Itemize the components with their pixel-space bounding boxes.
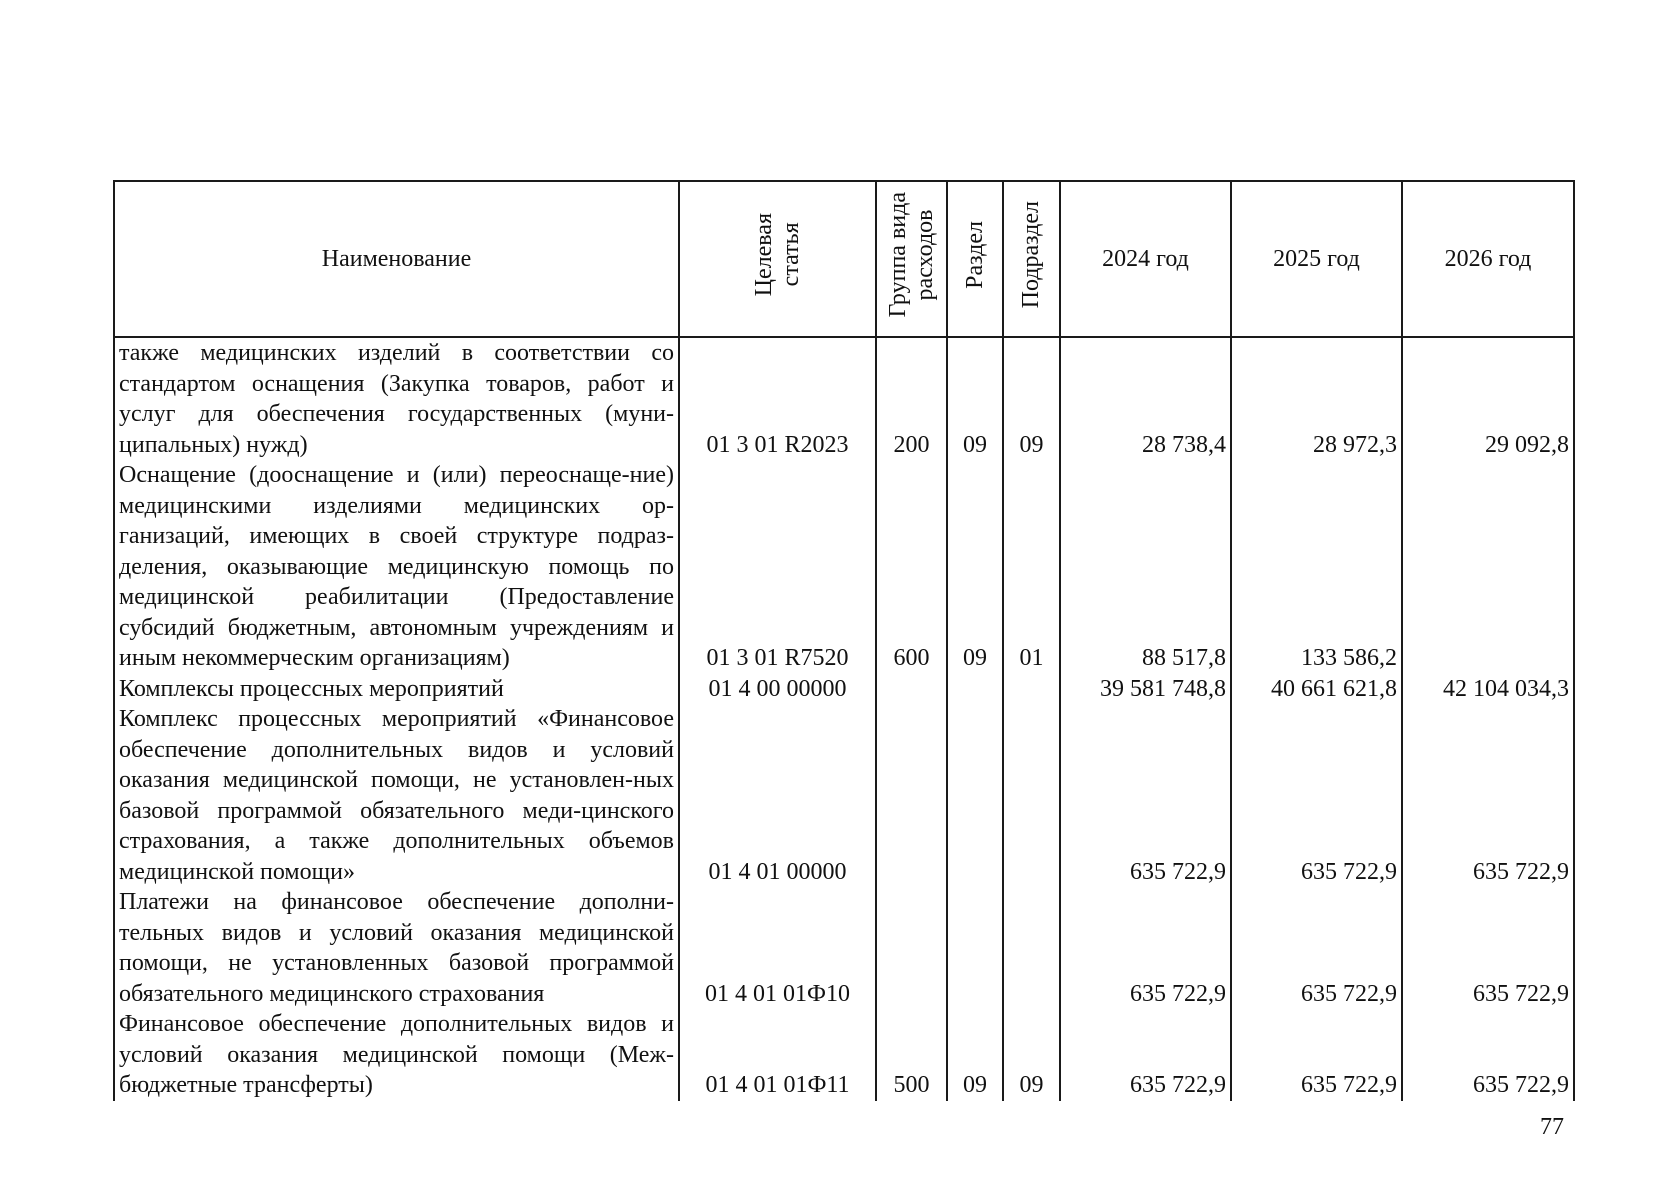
budget-table (113, 180, 1575, 1101)
row-value-2025: 40 661 621,8 (1231, 674, 1402, 705)
row-value-2024: 635 722,9 (1060, 1009, 1231, 1101)
row-section: 09 (947, 460, 1003, 674)
row-code: 01 4 01 01Ф11 (679, 1009, 876, 1101)
row-name: Платежи на финансовое обеспечение дополни-тельных видов и условий оказания медицинской помощи, не установленных базовой программой обязательного медицинского страхования (114, 887, 679, 1009)
row-value-2025: 635 722,9 (1231, 1009, 1402, 1101)
row-value-2025: 635 722,9 (1231, 887, 1402, 1009)
row-value-2024: 28 738,4 (1060, 337, 1231, 460)
row-section: 09 (947, 1009, 1003, 1101)
row-code: 01 3 01 R7520 (679, 460, 876, 674)
header-name: Наименование (114, 181, 679, 337)
table-row (114, 460, 1574, 674)
row-group (876, 704, 947, 887)
header-subsection: Подраздел (1003, 181, 1060, 337)
row-group (876, 674, 947, 705)
row-value-2026: 29 092,8 (1402, 337, 1574, 460)
row-name: Комплекс процессных мероприятий «Финансовое обеспечение дополнительных видов и условий оказания медицинской помощи, не установлен-ных базовой программой обязательного меди-цинского страхования, а также дополнительных объемов медицинской помощи» (114, 704, 679, 887)
row-section: 09 (947, 337, 1003, 460)
row-value-2026: 635 722,9 (1402, 887, 1574, 1009)
row-subsection: 09 (1003, 1009, 1060, 1101)
row-section (947, 704, 1003, 887)
row-subsection: 09 (1003, 337, 1060, 460)
row-value-2025: 133 586,2 (1231, 460, 1402, 674)
header-section: Раздел (947, 181, 1003, 337)
header-row (114, 181, 1574, 337)
row-value-2024: 635 722,9 (1060, 887, 1231, 1009)
header-2026: 2026 год (1402, 181, 1574, 337)
row-code: 01 4 01 01Ф10 (679, 887, 876, 1009)
table-row (114, 337, 1574, 460)
row-group: 600 (876, 460, 947, 674)
row-value-2025: 28 972,3 (1231, 337, 1402, 460)
row-code: 01 4 00 00000 (679, 674, 876, 705)
row-value-2024: 39 581 748,8 (1060, 674, 1231, 705)
header-target-article: Целевая статья (679, 181, 876, 337)
header-expense-group: Группа вида расходов (876, 181, 947, 337)
table-row (114, 704, 1574, 887)
row-subsection (1003, 704, 1060, 887)
row-subsection (1003, 887, 1060, 1009)
row-subsection (1003, 674, 1060, 705)
row-code: 01 3 01 R2023 (679, 337, 876, 460)
row-name: также медицинских изделий в соответствии со стандартом оснащения (Закупка товаров, работ и услуг для обеспечения государственных (муни-ципальных) нужд) (114, 337, 679, 460)
row-code: 01 4 01 00000 (679, 704, 876, 887)
table-row (114, 674, 1574, 705)
table-row (114, 887, 1574, 1009)
row-section (947, 887, 1003, 1009)
row-name: Оснащение (дооснащение и (или) переоснаще-ние) медицинскими изделиями медицинских ор-ганизаций, имеющих в своей структуре подраз-деления, оказывающие медицинскую помощь по медицинской реабилитации (Предоставление субсидий бюджетным, автономным учреждениям и иным некоммерческим организациям) (114, 460, 679, 674)
row-name: Финансовое обеспечение дополнительных видов и условий оказания медицинской помощи (Меж-бюджетные трансферты) (114, 1009, 679, 1101)
page-number: 77 (1540, 1114, 1564, 1140)
row-value-2024: 635 722,9 (1060, 704, 1231, 887)
row-value-2026: 635 722,9 (1402, 1009, 1574, 1101)
header-2025: 2025 год (1231, 181, 1402, 337)
row-subsection: 01 (1003, 460, 1060, 674)
header-2024: 2024 год (1060, 181, 1231, 337)
row-value-2024: 88 517,8 (1060, 460, 1231, 674)
row-value-2025: 635 722,9 (1231, 704, 1402, 887)
row-group: 200 (876, 337, 947, 460)
table-row (114, 1009, 1574, 1101)
row-value-2026: 635 722,9 (1402, 704, 1574, 887)
row-section (947, 674, 1003, 705)
row-group: 500 (876, 1009, 947, 1101)
row-value-2026: 42 104 034,3 (1402, 674, 1574, 705)
row-group (876, 887, 947, 1009)
row-name: Комплексы процессных мероприятий (114, 674, 679, 705)
row-value-2026 (1402, 460, 1574, 674)
